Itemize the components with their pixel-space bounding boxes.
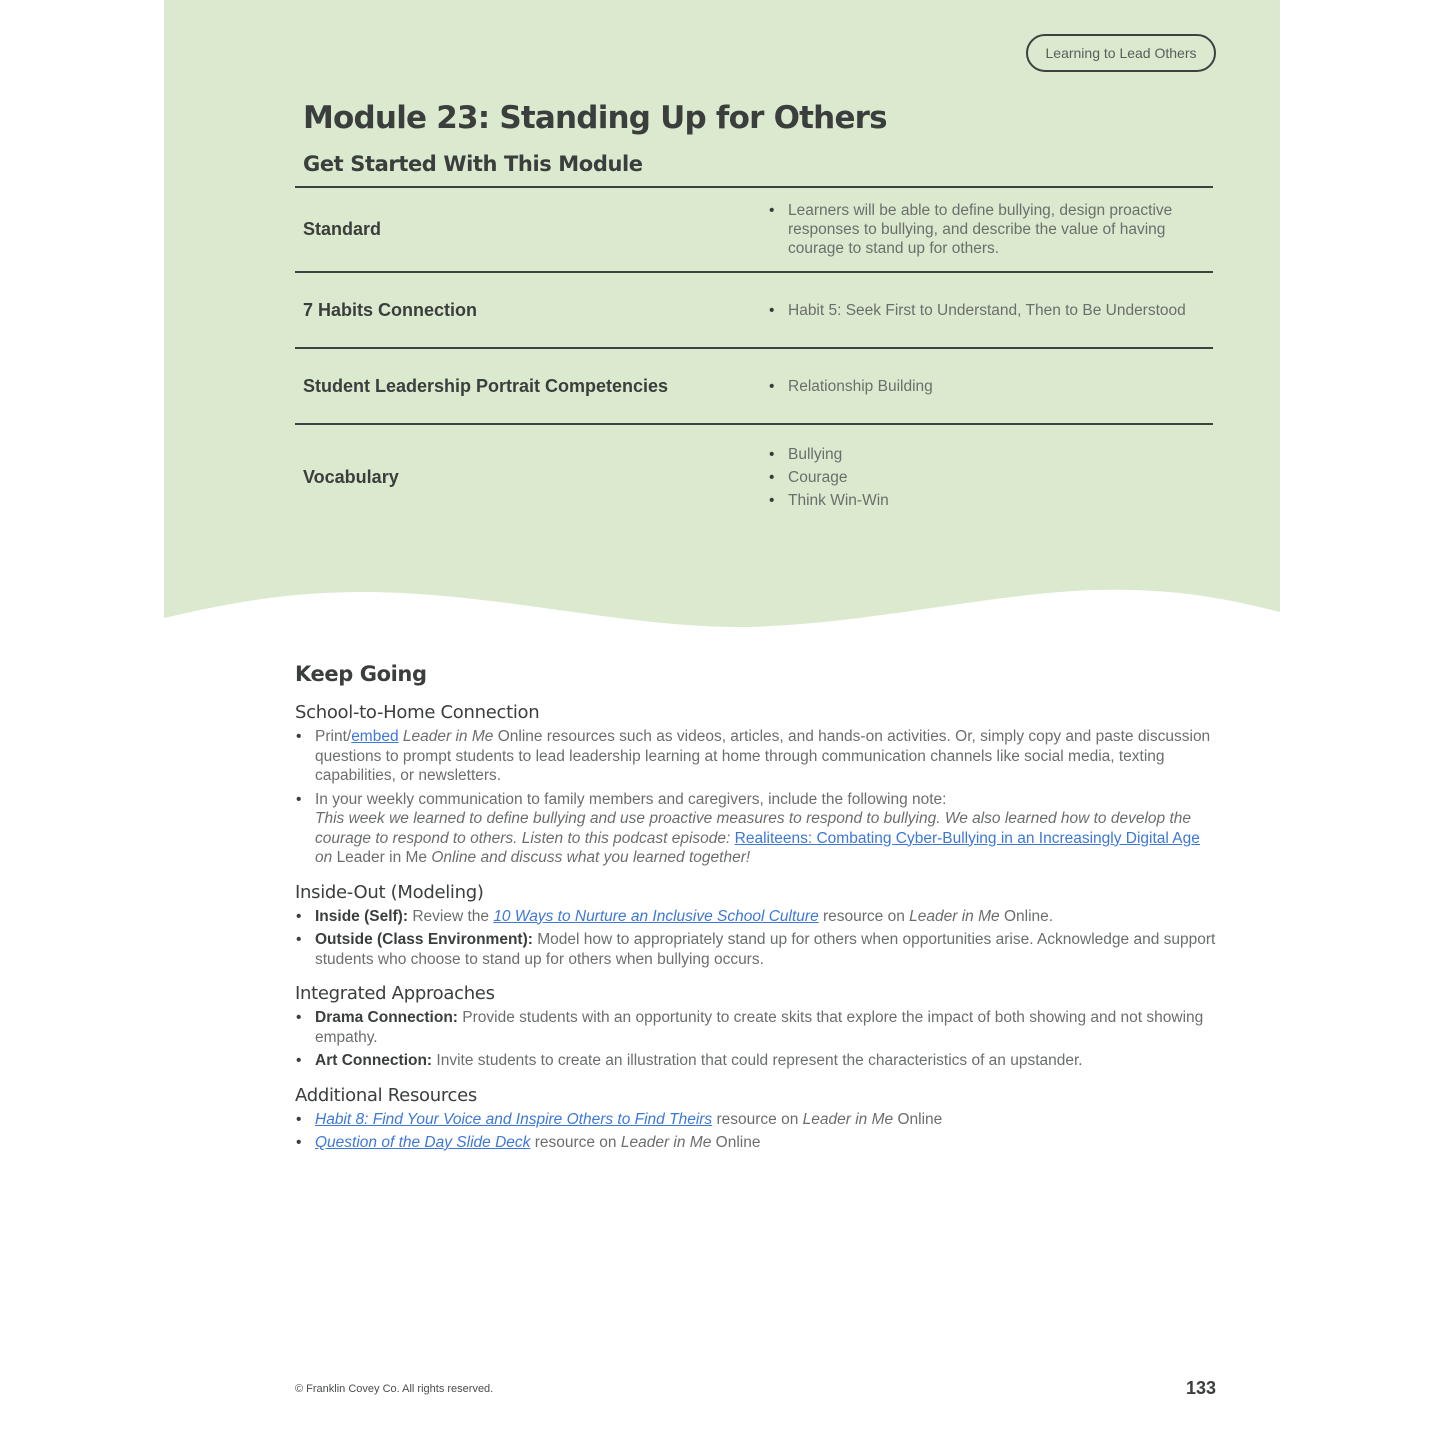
keep-going-heading: Keep Going xyxy=(295,662,427,686)
realiteens-podcast-link[interactable]: Realiteens: Combating Cyber-Bullying in an Increasingly Digital Age xyxy=(734,829,1200,847)
list-item: • Bullying xyxy=(788,443,1208,466)
page-subtitle: Get Started With This Module xyxy=(303,152,643,176)
row-label: Standard xyxy=(303,219,382,239)
inside-out-section xyxy=(295,882,1220,970)
section-heading: Inside-Out (Modeling) xyxy=(295,881,484,903)
question-of-the-day-link[interactable]: Question of the Day Slide Deck xyxy=(315,1134,531,1151)
habit-8-resource-link[interactable]: Habit 8: Find Your Voice and Inspire Others to Find Theirs xyxy=(315,1110,713,1128)
table-row-standard xyxy=(295,186,1213,271)
list-item: • Inside (Self): Review the 10 Ways to Nurture an Inclusive School Culture resource on Leader in Me Online. xyxy=(315,907,1220,927)
category-badge-label: Learning to Lead Others xyxy=(1045,45,1197,61)
table-row-habits xyxy=(295,271,1213,347)
list-item: • Relationship Building xyxy=(788,377,1208,396)
row-values xyxy=(768,301,1208,320)
page-title: Module 23: Standing Up for Others xyxy=(303,100,887,136)
embed-link[interactable]: embed xyxy=(351,728,399,745)
row-values xyxy=(768,377,1208,396)
table-row-competencies xyxy=(295,347,1213,423)
copyright-notice: © Franklin Covey Co. All rights reserved. xyxy=(295,1383,494,1395)
table-row-vocabulary xyxy=(295,423,1213,529)
row-label: Vocabulary xyxy=(303,466,399,487)
list-item: • Outside (Class Environment): Model how to appropriately stand up for others when opportunities arise. Acknowledge and support students who choose to stand up for others when bullying occurs. xyxy=(315,930,1220,969)
category-badge xyxy=(1026,34,1216,72)
list-item: • Drama Connection: Provide students with an opportunity to create skits that explore the impact of both showing and not showing empathy. xyxy=(315,1008,1220,1047)
school-to-home-section xyxy=(295,702,1220,868)
list-item: • Think Win-Win xyxy=(788,489,1208,512)
list-item: • Courage xyxy=(788,466,1208,489)
row-values xyxy=(768,201,1208,258)
list-item: • In your weekly communication to family members and caregivers, include the following note: This week we learned to define bullying and use proactive measures to respond to bullying. We also learned how to develop the courage to respond to others. Listen to this podcast episode: Realiteens: Combating Cyber-Bullying in an Increasingly Digital Age on Leader in Me Online and discuss what you learned together! xyxy=(315,790,1220,868)
row-values xyxy=(768,443,1208,512)
page-number: 133 xyxy=(1186,1378,1217,1398)
list-item: • Learners will be able to define bullying, design proactive responses to bullying, and describe the value of having courage to stand up for others. xyxy=(788,201,1208,258)
list-item: • Question of the Day Slide Deck resource on Leader in Me Online xyxy=(315,1133,1220,1153)
list-item: • Habit 5: Seek First to Understand, Then to Be Understood xyxy=(788,301,1208,320)
integrated-approaches-section xyxy=(295,983,1220,1071)
section-heading: School-to-Home Connection xyxy=(295,702,540,723)
keep-going-section xyxy=(295,662,1220,1157)
row-label: 7 Habits Connection xyxy=(303,299,478,320)
page xyxy=(164,0,1280,1445)
section-heading: Integrated Approaches xyxy=(295,983,495,1004)
list-item: • Habit 8: Find Your Voice and Inspire Others to Find Theirs resource on Leader in Me Online xyxy=(315,1110,1220,1130)
module-overview-table xyxy=(295,186,1213,529)
section-heading: Additional Resources xyxy=(295,1084,478,1106)
inclusive-school-culture-link[interactable]: 10 Ways to Nurture an Inclusive School Culture xyxy=(493,907,819,925)
row-label: Student Leadership Portrait Competencies xyxy=(303,375,669,396)
additional-resources-section xyxy=(295,1085,1220,1153)
list-item: • Art Connection: Invite students to create an illustration that could represent the characteristics of an upstander. xyxy=(315,1051,1220,1071)
list-item: • Print/embed Leader in Me Online resources such as videos, articles, and hands-on activities. Or, simply copy and paste discussion questions to prompt students to lead leadership learning at home through communication channels like social media, texting capabilities, or newsletters. xyxy=(315,727,1220,786)
